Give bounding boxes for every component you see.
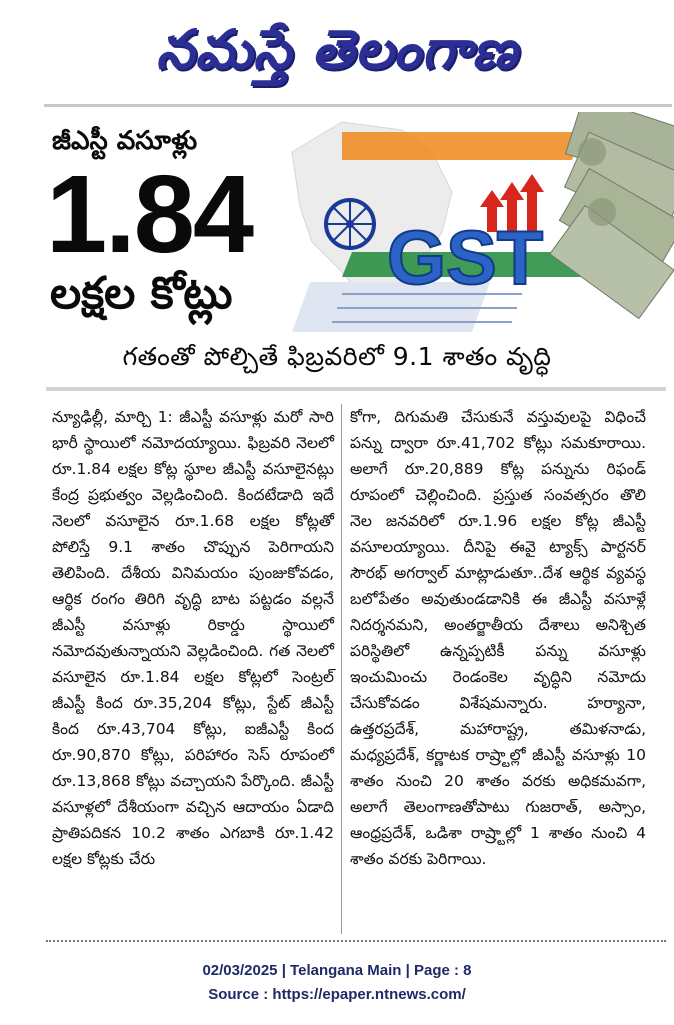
- masthead-divider: [44, 104, 672, 107]
- footer-date-line: 02/03/2025 | Telangana Main | Page : 8: [202, 962, 472, 979]
- column-divider: [341, 404, 342, 934]
- article-end-rule: [46, 940, 666, 942]
- masthead: [0, 0, 674, 112]
- article-column-left: న్యూఢిల్లీ, మార్చి 1: జీఎస్టీ వసూళ్లు మరో సారి భారీ స్థాయిలో నమోదయ్యాయి. ఫిబ్రవరి నెలలో రూ.1.84 లక్షల కోట్ల స్థూల జీఎస్టీ వసూలైనట్లు కేంద్ర ప్రభుత్వం వెల్లడించింది. కిందటేడాది ఇదే నెలలో వసూలైన రూ.1.68 లక్షల కోట్లతో పోలిస్తే 9.1 శాతం చొప్పున పెరిగాయని తెలిపింది. దేశీయ వినిమయం పుంజుకోవడం, ఆర్థిక రంగం తిరిగి వృద్ధి బాట పట్టడం వల్లనే జీఎస్టీ వసూళ్లు రికార్డు స్థాయిలో నమోదవుతున్నాయని వెల్లడించింది. గత నెలలో వసూలైన రూ.1.84 లక్షల కోట్లలో సెంట్రల్ జీఎస్టీ కింద రూ.35,204 కోట్లు, స్టేట్ జీఎస్టీ కింద రూ.43,704 కోట్లు, ఐజీఎస్టీ కింద రూ.90,870 కోట్లు, పరిహారం సెస్ రూపంలో రూ.13,868 కోట్లు వచ్చాయని పేర్కొంది. జీఎస్టీ వసూళ్లలో దేశీయంగా వచ్చిన ఆదాయం ఏడాది ప్రాతిపదికన 10.2 శాతం ఎగబాకి రూ.1.42 లక్షల కోట్లకు చేరు: [52, 408, 334, 868]
- gst-illustration: [282, 112, 674, 334]
- headline-unit: లక్షల కోట్లు: [50, 268, 233, 319]
- subheadline: గతంతో పోల్చితే ఫిబ్రవరిలో 9.1 శాతం వృద్ధి: [122, 342, 552, 371]
- footer-source-link[interactable]: Source : https://epaper.ntnews.com/: [208, 986, 466, 1003]
- article-column-right: కోగా, దిగుమతి చేసుకునే వస్తువులపై విధించే పన్ను ద్వారా రూ.41,702 కోట్లు సమకూరాయి. అలాగే రూ.20,889 కోట్ల పన్నును రిఫండ్ రూపంలో చెల్లించింది. ప్రస్తుత సంవత్సరం తొలి నెల జనవరిలో రూ.1.96 లక్షల కోట్ల జీఎస్టీ వసూలయ్యాయి. దీనిపై ఈవై ట్యాక్స్ పార్టనర్ సౌరభ్ అగర్వాల్ మాట్లాడుతూ..దేశ ఆర్థిక వ్యవస్థ బలోపేతం అవుతుండడానికి ఈ జీఎస్టీ వసూళ్లే నిదర్శనమని, అంతర్జాతీయ దేశాలు అనిశ్చిత పరిస్థితిలో ఉన్నప్పటికీ పన్ను వసూళ్లు ఇంచుమించు రెండంకెల వృద్ధిని నమోదు చేసుకోవడం విశేషమన్నారు. హర్యానా, ఉత్తరప్రదేశ్, మహారాష్ట్ర, తమిళనాడు, మధ్యప్రదేశ్, కర్ణాటక రాష్ర్టాల్లో జీఎస్టీ వసూళ్లు 10 శాతం నుంచి 20 శాతం వరకు అధికమవగా, అలాగే తెలంగాణతోపాటు గుజరాత్, అస్సాం, ఆంధ్రప్రదేశ్, ఒడిశా రాష్ర్టాల్లో 1 శాతం నుంచి 4 శాతం వరకు పెరిగాయి.: [350, 408, 646, 868]
- gst-illustration-svg: [282, 112, 674, 334]
- headline-number: 1.84: [46, 153, 253, 276]
- masthead-title: నమస్తే తెలంగాణ: [156, 17, 518, 81]
- headline-kicker: జీఎస్టీ వసూళ్లు: [52, 126, 198, 156]
- gst-lettering: GST: [387, 216, 544, 301]
- flag-saffron-stripe: [342, 132, 582, 160]
- banknotes-icon: [550, 112, 674, 319]
- subheadline-divider: [46, 387, 666, 391]
